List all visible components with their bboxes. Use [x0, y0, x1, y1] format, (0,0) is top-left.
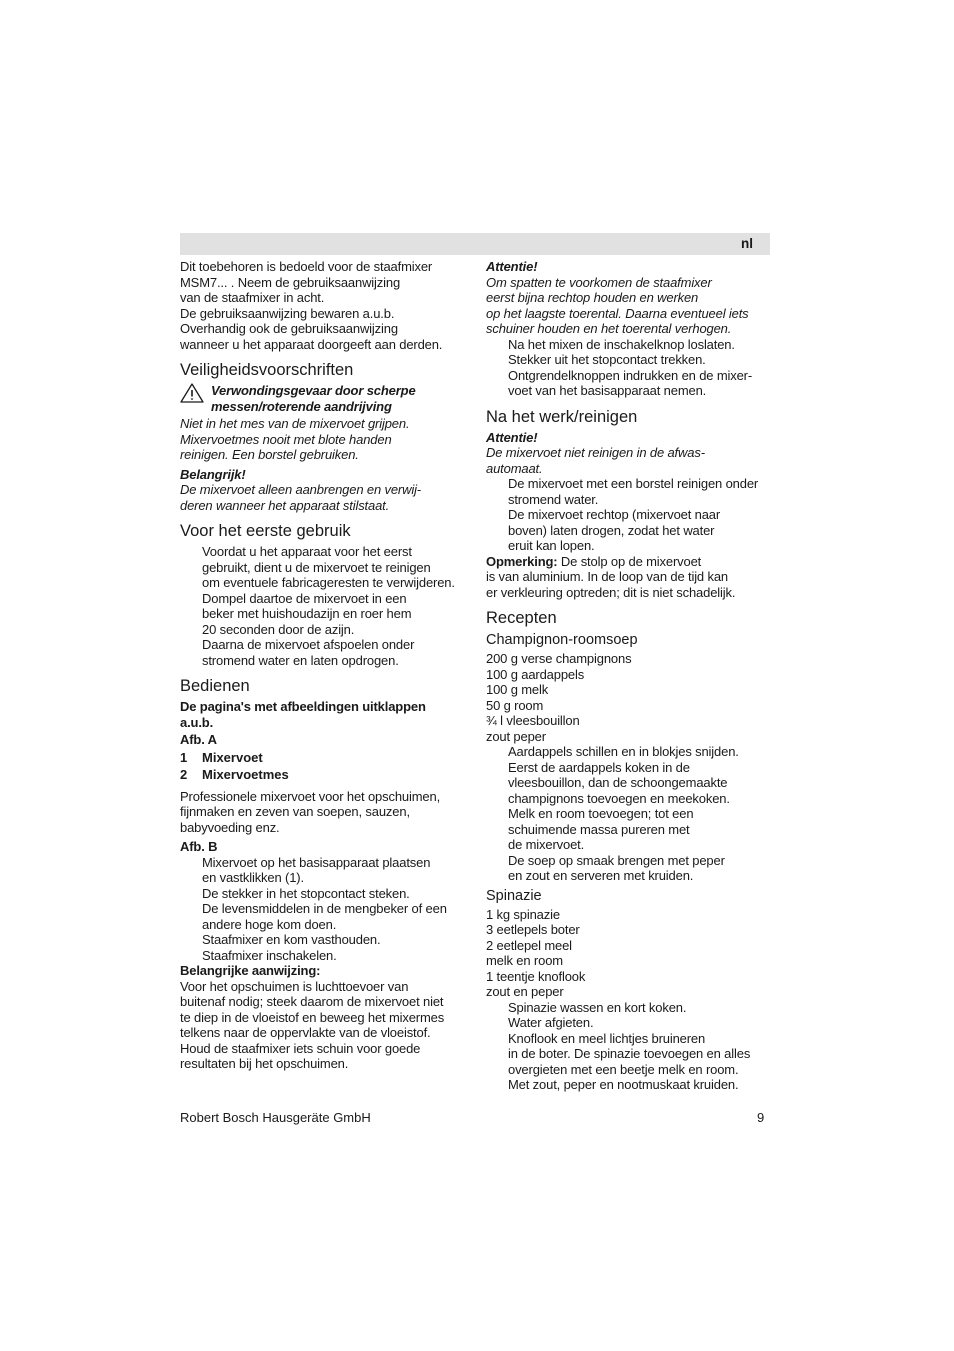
recipes-heading: Recepten [486, 609, 557, 627]
pro-text: Professionele mixervoet voor het opschuimen, fijnmaken en zeven van soepen, sauzen, babyvoeding enz. [180, 788, 441, 835]
soup-heading: Champignon-roomsoep [486, 632, 638, 648]
page-number: 9 [757, 1110, 765, 1125]
warning-block [180, 383, 470, 414]
fold-out-note: De pagina's met afbeeldingen uitklappen a.u.b. [180, 699, 426, 730]
parts-list-item [180, 750, 470, 766]
note-label: Belangrijke aanwijzing: [180, 963, 321, 978]
remark-paragraph [486, 554, 776, 601]
figure-b-steps: Mixervoet op het basisapparaat plaatsen en vastklikken (1). De stekker in het stopcontact steken. De levensmiddelen in de mengbeker of een andere hoge kom doen. Staafmixer en kom vasthouden. Staafmixer inschakelen. [202, 854, 447, 963]
intro-text: Dit toebehoren is bedoeld voor de staafmixer MSM7... . Neem de gebruiksaanwijzing van de staafmixer in acht. De gebruiksaanwijzing bewaren a.u.b. Overhandig ook de gebruiksaanwijzing wanneer u het apparaat doorgeeft aan derden. [180, 259, 443, 352]
soup-steps: Aardappels schillen en in blokjes snijden. Eerst de aardappels koken in de vleesbouillon, dan de schoongemaakte champignons toevoegen en meekoken. Melk en room toevoegen; tot een schuimende massa pureren met de mixervoet. De soep op smaak brengen met peper en zout en serveren met kruiden. [508, 744, 739, 883]
soup-ingredients: 200 g verse champignons 100 g aardappels 100 g melk 50 g room ¾ l vleesbouillon zout peper [486, 651, 632, 744]
cleaning-steps: De mixervoet met een borstel reinigen onder stromend water. De mixervoet rechtop (mixervoet naar boven) laten drogen, zodat het water eruit kan lopen. [508, 476, 759, 553]
parts-list-label: Mixervoet [202, 749, 263, 765]
spinach-heading: Spinazie [486, 887, 542, 904]
attention-label: Attentie! [486, 429, 538, 445]
warning-text: Verwondingsgevaar door scherpe messen/roterende aandrijving [211, 383, 416, 414]
operate-heading: Bedienen [180, 677, 250, 695]
first-use-body: Voordat u het apparaat voor het eerst gebruikt, dient u de mixervoet te reinigen om eventuele fabricageresten te verwijderen. Dompel daartoe de mixervoet in een beker met huishoudazijn en roer hem 20 seconden door de azijn. Daarna de mixervoet afspoelen onder stromend water en laten opdrogen. [202, 544, 455, 668]
spinach-ingredients: 1 kg spinazie 3 eetlepels boter 2 eetlepel meel melk en room 1 teentje knoflook zout en peper [486, 906, 586, 999]
remark-label: Opmerking: [486, 553, 558, 569]
warning-triangle-icon [180, 383, 204, 403]
important-label: Belangrijk! [180, 466, 246, 482]
after-work-heading: Na het werk/reinigen [486, 407, 638, 426]
left-column [180, 259, 470, 1072]
note-body: Voor het opschuimen is luchttoevoer van buitenaf nodig; steek daarom de mixervoet niet te diep in de vloeistof en beweeg het mixermes telkens naar de oppervlakte van de vloeistof. Houd de staafmixer iets schuin voor goede resultaten bij het opschuimen. [180, 978, 445, 1071]
attention-label: Attentie! [486, 259, 538, 274]
figure-b-label: Afb. B [180, 839, 218, 854]
safety-heading: Veiligheidsvoorschriften [180, 361, 354, 379]
parts-list-label: Mixervoetmes [202, 767, 289, 782]
language-bar [180, 233, 770, 255]
after-mix-steps: Na het mixen de inschakelknop loslaten. Stekker uit het stopcontact trekken. Ontgrendelknoppen indrukken en de mixer- voet van het basisapparaat nemen. [508, 336, 753, 398]
warning-body: Niet in het mes van de mixervoet grijpen. Mixervoetmes nooit met blote handen reinigen. Een borstel gebruiken. [180, 416, 410, 462]
important-body: De mixervoet alleen aanbrengen en verwij- deren wanneer het apparaat stilstaat. [180, 482, 421, 513]
attention-body: Om spatten te voorkomen de staafmixer eerst bijna rechtop houden en werken op het laagste toerental. Daarna eventueel iets schuiner houden en het toerental verhogen. [486, 274, 749, 336]
parts-list-number: 1 [180, 749, 188, 765]
remark-body: De stolp op de mixervoet is van aluminium. In de loop van de tijd kan er verkleuring optreden; dit is niet schadelijk. [486, 553, 736, 600]
first-use-heading: Voor het eerste gebruik [180, 522, 351, 540]
spinach-steps: Spinazie wassen en kort koken. Water afgieten. Knoflook en meel lichtjes bruineren in de boter. De spinazie toevoegen en alles overgieten met een beetje melk en room. Met zout, peper en nootmuskaat kruiden. [508, 999, 751, 1092]
footer-company: Robert Bosch Hausgeräte GmbH [180, 1110, 371, 1125]
right-column [486, 259, 776, 1093]
figure-a-label: Afb. A [180, 732, 217, 747]
language-code: nl [741, 236, 753, 251]
parts-list-number: 2 [180, 767, 188, 782]
parts-list-item [180, 767, 470, 783]
attention-body: De mixervoet niet reinigen in de afwas- automaat. [486, 445, 705, 476]
